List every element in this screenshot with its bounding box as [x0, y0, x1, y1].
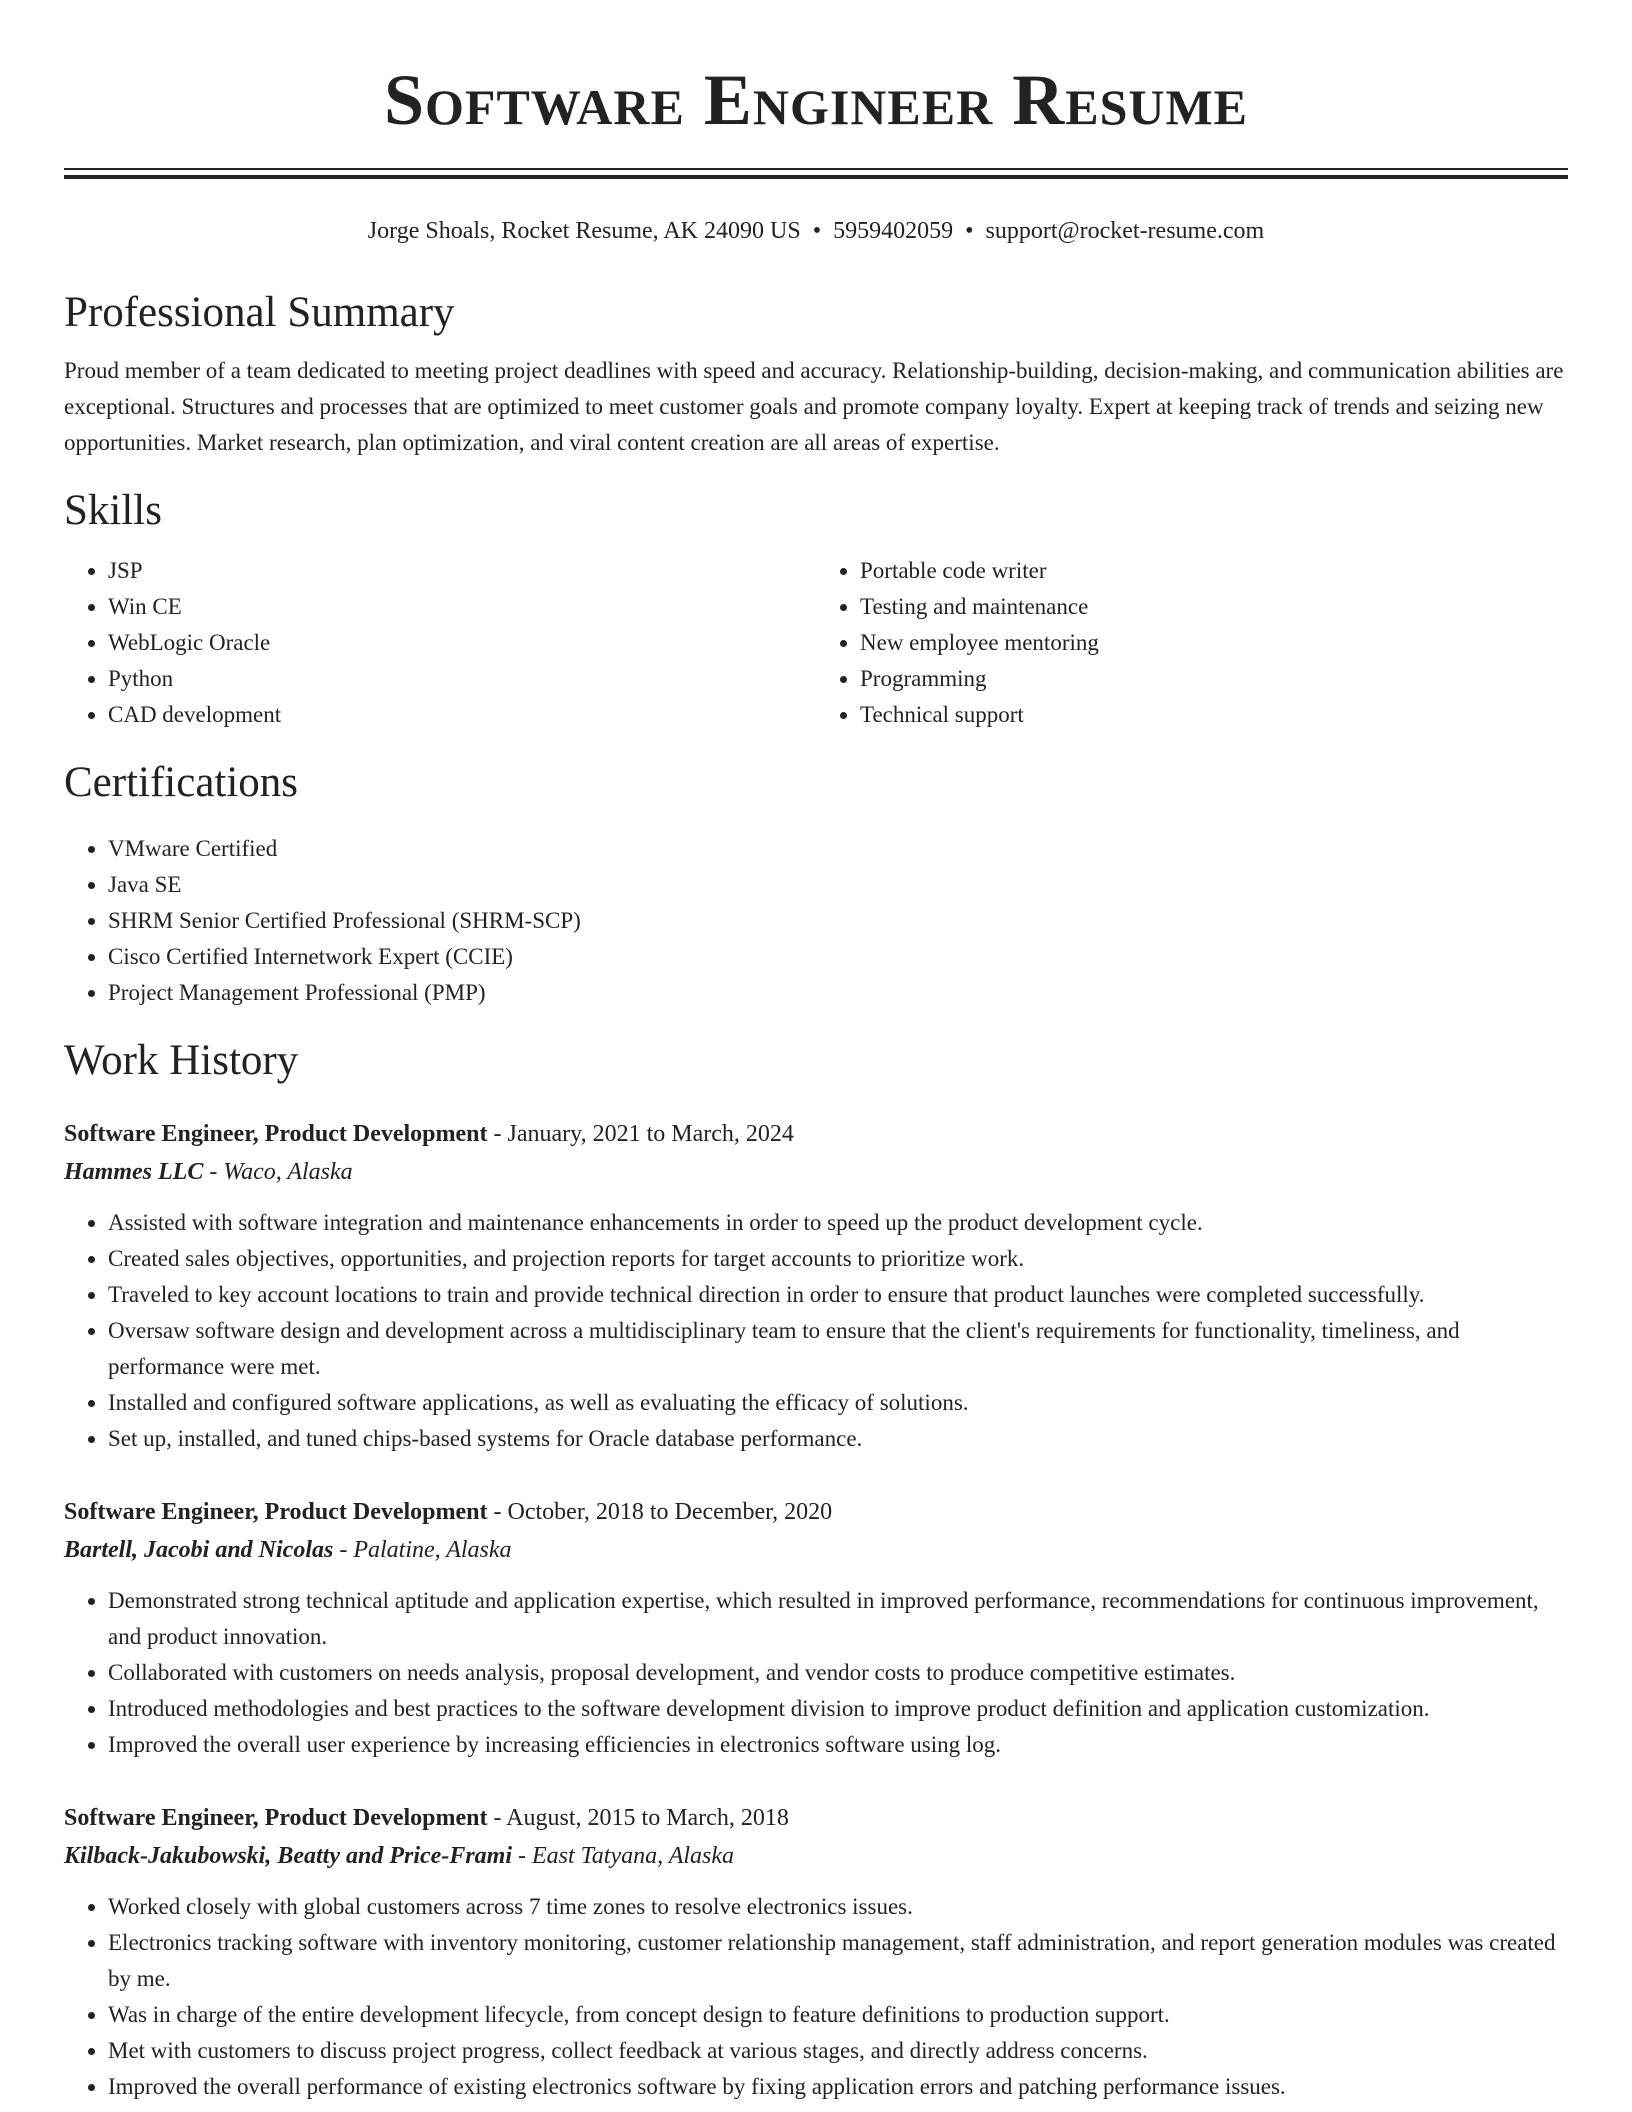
skill-item: • CAD development [108, 697, 816, 733]
job-entry [64, 1115, 1568, 1457]
job-dates: - October, 2018 to December, 2020 [487, 1499, 833, 1525]
job-bullets [64, 1583, 1568, 1763]
certification-item: • SHRM Senior Certified Professional (SHRM-SCP) [108, 903, 1568, 939]
skills-heading: Skills [64, 487, 162, 534]
work-history-heading: Work History [64, 1037, 299, 1084]
contact-separator: • [812, 218, 822, 244]
skill-item: • Technical support [860, 697, 1568, 733]
job-bullets [64, 1889, 1568, 2105]
job-company-line [64, 1837, 1568, 1875]
skill-item: • New employee mentoring [860, 625, 1568, 661]
job-bullet: • Improved the overall user experience by increasing efficiencies in electronics software using log. [108, 1727, 1568, 1763]
job-bullet: • Was in charge of the entire development lifecycle, from concept design to feature definitions to production support. [108, 1997, 1568, 2033]
job-role: Software Engineer, Product Development [64, 1499, 488, 1525]
contact-separator: • [965, 218, 974, 244]
summary-text: Proud member of a team dedicated to meeting project deadlines with speed and accuracy. Relationship-building, decision-making, and communication abilities are exceptional. Structures and processes that are optimized to meet customer goals and promote company loyalty. Expert at keeping track of trends and seizing new opportunities. Market research, plan optimization, and viral content creation are all areas of expertise. [64, 358, 1564, 455]
job-bullet: • Created sales objectives, opportunities, and projection reports for target accounts to prioritize work. [108, 1241, 1568, 1277]
skill-item: • Python [108, 661, 816, 697]
job-title-line [64, 1799, 1568, 1837]
job-bullet: • Oversaw software design and development across a multidisciplinary team to ensure that the client's requirements for functionality, timeliness, and performance were met. [108, 1313, 1568, 1385]
job-role: Software Engineer, Product Development [64, 1805, 488, 1831]
contact-address: Jorge Shoals, Rocket Resume, AK 24090 US [367, 218, 801, 244]
skill-item: • Programming [860, 661, 1568, 697]
job-bullets [64, 1205, 1568, 1457]
job-title-line [64, 1115, 1568, 1153]
job-bullet: • Demonstrated strong technical aptitude and application expertise, which resulted in improved performance, recommendations for continuous improvement, and product innovation. [108, 1583, 1568, 1655]
skills-columns [64, 553, 1568, 733]
certifications-list [64, 831, 1568, 1011]
job-bullet: • Worked closely with global customers across 7 time zones to resolve electronics issues. [108, 1889, 1568, 1925]
job-location: - Palatine, Alaska [333, 1537, 512, 1563]
job-company-line [64, 1153, 1568, 1191]
contact-email: support@rocket-resume.com [985, 218, 1265, 244]
job-company: Bartell, Jacobi and Nicolas [64, 1537, 334, 1563]
skill-item: • Testing and maintenance [860, 589, 1568, 625]
contact-line [64, 215, 1568, 247]
job-dates: - August, 2015 to March, 2018 [487, 1805, 789, 1831]
job-company: Hammes LLC [64, 1159, 204, 1185]
job-bullet: • Traveled to key account locations to train and provide technical direction in order to ensure that product launches were completed successfully. [108, 1277, 1568, 1313]
contact-phone: 5959402059 [833, 218, 954, 244]
job-bullet: • Improved the overall performance of existing electronics software by fixing application errors and patching performance issues. [108, 2069, 1568, 2105]
certifications-heading: Certifications [64, 759, 299, 806]
certification-item: • VMware Certified [108, 831, 1568, 867]
job-bullet: • Installed and configured software applications, as well as evaluating the efficacy of solutions. [108, 1385, 1568, 1421]
job-bullet: • Electronics tracking software with inventory monitoring, customer relationship management, staff administration, and report generation modules was created by me. [108, 1925, 1568, 1997]
certification-item: • Project Management Professional (PMP) [108, 975, 1568, 1011]
skill-item: • WebLogic Oracle [108, 625, 816, 661]
skills-list-left [64, 553, 816, 733]
job-location: - East Tatyana, Alaska [512, 1843, 735, 1869]
job-bullet: • Collaborated with customers on needs analysis, proposal development, and vendor costs to produce competitive estimates. [108, 1655, 1568, 1691]
job-bullet: • Set up, installed, and tuned chips-based systems for Oracle database performance. [108, 1421, 1568, 1457]
job-dates: - January, 2021 to March, 2024 [487, 1121, 794, 1147]
summary-heading: Professional Summary [64, 289, 455, 336]
job-company-line [64, 1531, 1568, 1569]
job-entry [64, 1493, 1568, 1763]
skill-item: • Portable code writer [860, 553, 1568, 589]
skill-item: • JSP [108, 553, 816, 589]
job-bullet: • Introduced methodologies and best practices to the software development division to improve product definition and application customization. [108, 1691, 1568, 1727]
skill-item: • Win CE [108, 589, 816, 625]
skills-list-right [816, 553, 1568, 733]
certification-item: • Java SE [108, 867, 1568, 903]
resume-title: Software Engineer Resume [383, 60, 1249, 140]
certification-item: • Cisco Certified Internetwork Expert (CCIE) [108, 939, 1568, 975]
job-entry [64, 1799, 1568, 2105]
job-role: Software Engineer, Product Development [64, 1121, 488, 1147]
job-location: - Waco, Alaska [203, 1159, 353, 1185]
job-bullet: • Met with customers to discuss project progress, collect feedback at various stages, and directly address concerns. [108, 2033, 1568, 2069]
job-bullet: • Assisted with software integration and maintenance enhancements in order to speed up the product development cycle. [108, 1205, 1568, 1241]
job-title-line [64, 1493, 1568, 1531]
title-double-rule [64, 168, 1568, 179]
job-company: Kilback-Jakubowski, Beatty and Price-Frami [64, 1843, 512, 1869]
